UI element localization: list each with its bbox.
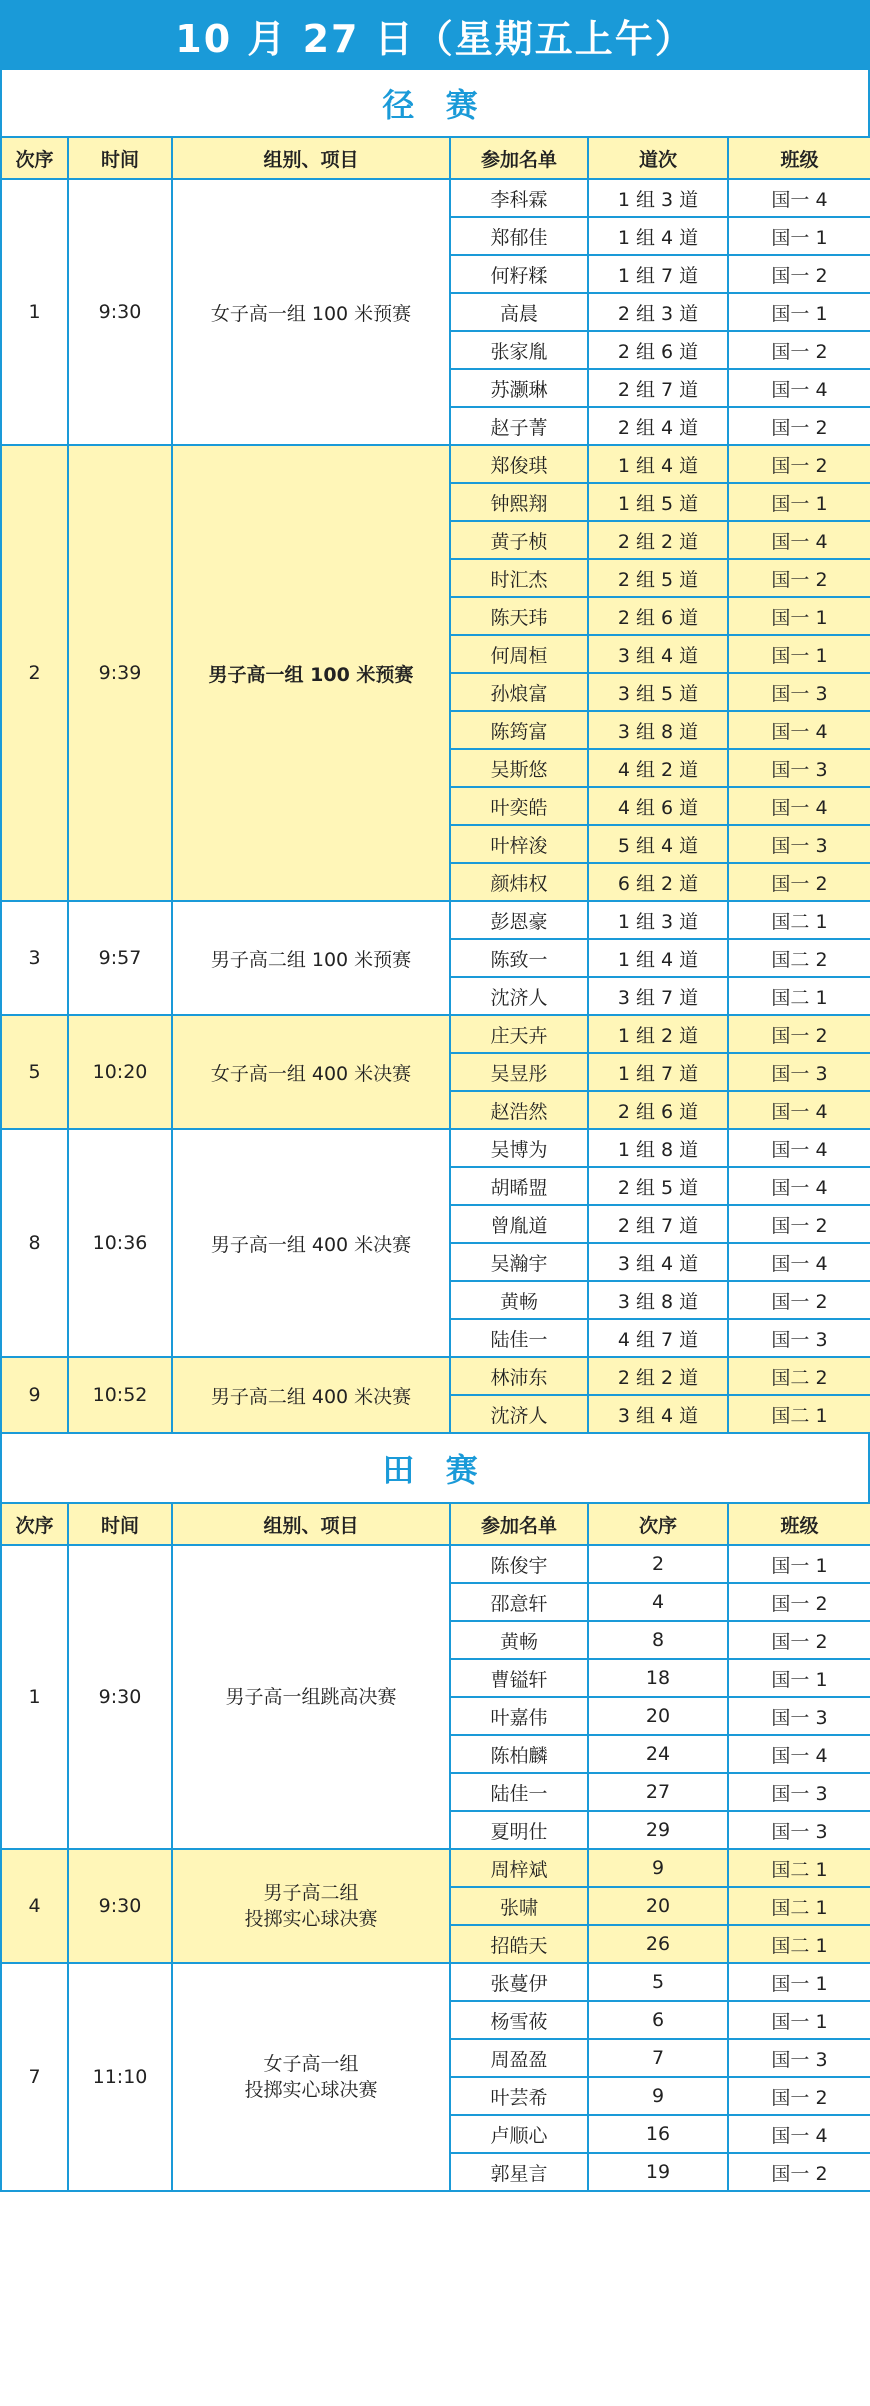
header-participants: 参加名单 <box>450 137 588 179</box>
class-name: 国一 1 <box>728 597 870 635</box>
class-name: 国一 2 <box>728 1015 870 1053</box>
attempt-order: 20 <box>588 1887 728 1925</box>
class-name: 国一 4 <box>728 1243 870 1281</box>
participant-name: 沈济人 <box>450 1395 588 1433</box>
class-name: 国一 2 <box>728 863 870 901</box>
attempt-order: 7 <box>588 2039 728 2077</box>
event-name: 男子高二组 100 米预赛 <box>172 901 450 1015</box>
lane-assignment: 2 组 5 道 <box>588 559 728 597</box>
class-name: 国一 1 <box>728 1545 870 1583</box>
class-name: 国一 4 <box>728 1167 870 1205</box>
participant-name: 吴昱彤 <box>450 1053 588 1091</box>
class-name: 国二 1 <box>728 977 870 1015</box>
class-name: 国二 1 <box>728 901 870 939</box>
class-name: 国二 1 <box>728 1395 870 1433</box>
class-name: 国一 1 <box>728 217 870 255</box>
participant-name: 叶梓浚 <box>450 825 588 863</box>
event-name-line: 女子高一组 <box>263 2053 359 2075</box>
participant-name: 叶嘉伟 <box>450 1697 588 1735</box>
lane-assignment: 1 组 8 道 <box>588 1129 728 1167</box>
lane-assignment: 3 组 4 道 <box>588 1243 728 1281</box>
attempt-order: 20 <box>588 1697 728 1735</box>
class-name: 国一 4 <box>728 1129 870 1167</box>
attempt-order: 6 <box>588 2001 728 2039</box>
class-name: 国一 1 <box>728 483 870 521</box>
event-order: 2 <box>1 445 68 901</box>
lane-assignment: 4 组 7 道 <box>588 1319 728 1357</box>
attempt-order: 19 <box>588 2153 728 2191</box>
event-name: 男子高一组 100 米预赛 <box>172 445 450 901</box>
lane-assignment: 2 组 7 道 <box>588 1205 728 1243</box>
class-name: 国一 3 <box>728 1811 870 1849</box>
lane-assignment: 1 组 3 道 <box>588 901 728 939</box>
event-time: 10:36 <box>68 1129 172 1357</box>
participant-name: 周梓斌 <box>450 1849 588 1887</box>
track-table-body <box>1 179 870 1433</box>
track-table <box>0 136 870 1434</box>
class-name: 国一 2 <box>728 1205 870 1243</box>
class-name: 国一 4 <box>728 369 870 407</box>
attempt-order: 9 <box>588 1849 728 1887</box>
lane-assignment: 6 组 2 道 <box>588 863 728 901</box>
participant-name: 陈天玮 <box>450 597 588 635</box>
participant-name: 庄天卉 <box>450 1015 588 1053</box>
event-name-line: 男子高一组跳高决赛 <box>225 1686 397 1708</box>
participant-name: 陈俊宇 <box>450 1545 588 1583</box>
participant-name: 卢顺心 <box>450 2115 588 2153</box>
field-header-row <box>1 1503 870 1545</box>
attempt-order: 16 <box>588 2115 728 2153</box>
class-name: 国一 3 <box>728 1319 870 1357</box>
participant-name: 赵子菁 <box>450 407 588 445</box>
class-name: 国一 1 <box>728 293 870 331</box>
class-name: 国二 1 <box>728 1925 870 1963</box>
table-row <box>1 1849 870 1887</box>
class-name: 国一 4 <box>728 711 870 749</box>
class-name: 国一 4 <box>728 2115 870 2153</box>
attempt-order: 29 <box>588 1811 728 1849</box>
class-name: 国一 3 <box>728 825 870 863</box>
table-row <box>1 1015 870 1053</box>
participant-name: 郑郁佳 <box>450 217 588 255</box>
header-lane: 道次 <box>588 137 728 179</box>
participant-name: 钟熙翔 <box>450 483 588 521</box>
class-name: 国一 1 <box>728 2001 870 2039</box>
event-name <box>172 1963 450 2191</box>
table-row <box>1 1963 870 2001</box>
lane-assignment: 3 组 8 道 <box>588 1281 728 1319</box>
lane-assignment: 1 组 4 道 <box>588 217 728 255</box>
lane-assignment: 3 组 4 道 <box>588 1395 728 1433</box>
table-row <box>1 445 870 483</box>
field-table <box>0 1502 870 2192</box>
participant-name: 邵意轩 <box>450 1583 588 1621</box>
class-name: 国一 2 <box>728 1583 870 1621</box>
event-time: 9:30 <box>68 1849 172 1963</box>
attempt-order: 8 <box>588 1621 728 1659</box>
participant-name: 夏明仕 <box>450 1811 588 1849</box>
participant-name: 周盈盈 <box>450 2039 588 2077</box>
participant-name: 张家胤 <box>450 331 588 369</box>
participant-name: 陆佳一 <box>450 1773 588 1811</box>
class-name: 国一 1 <box>728 1659 870 1697</box>
participant-name: 陈柏麟 <box>450 1735 588 1773</box>
field-table-body <box>1 1545 870 2191</box>
class-name: 国二 1 <box>728 1849 870 1887</box>
participant-name: 彭恩豪 <box>450 901 588 939</box>
class-name: 国一 1 <box>728 635 870 673</box>
lane-assignment: 1 组 5 道 <box>588 483 728 521</box>
class-name: 国一 4 <box>728 521 870 559</box>
lane-assignment: 4 组 6 道 <box>588 787 728 825</box>
lane-assignment: 3 组 8 道 <box>588 711 728 749</box>
class-name: 国一 2 <box>728 255 870 293</box>
event-order: 7 <box>1 1963 68 2191</box>
participant-name: 郑俊琪 <box>450 445 588 483</box>
lane-assignment: 1 组 7 道 <box>588 255 728 293</box>
class-name: 国一 2 <box>728 2153 870 2191</box>
participant-name: 胡晞盟 <box>450 1167 588 1205</box>
lane-assignment: 2 组 2 道 <box>588 1357 728 1395</box>
participant-name: 何周桓 <box>450 635 588 673</box>
participant-name: 苏灏琳 <box>450 369 588 407</box>
table-row <box>1 1545 870 1583</box>
class-name: 国二 2 <box>728 939 870 977</box>
header-event: 组别、项目 <box>172 1503 450 1545</box>
class-name: 国一 2 <box>728 1281 870 1319</box>
participant-name: 吴瀚宇 <box>450 1243 588 1281</box>
participant-name: 李科霖 <box>450 179 588 217</box>
event-name-line: 投掷实心球决赛 <box>244 1908 378 1930</box>
participant-name: 陈筠富 <box>450 711 588 749</box>
attempt-order: 18 <box>588 1659 728 1697</box>
event-order: 3 <box>1 901 68 1015</box>
lane-assignment: 1 组 7 道 <box>588 1053 728 1091</box>
class-name: 国一 3 <box>728 749 870 787</box>
participant-name: 张啸 <box>450 1887 588 1925</box>
event-time: 11:10 <box>68 1963 172 2191</box>
lane-assignment: 3 组 4 道 <box>588 635 728 673</box>
attempt-order: 26 <box>588 1925 728 1963</box>
class-name: 国一 2 <box>728 559 870 597</box>
lane-assignment: 2 组 5 道 <box>588 1167 728 1205</box>
participant-name: 赵浩然 <box>450 1091 588 1129</box>
participant-name: 叶芸希 <box>450 2077 588 2115</box>
lane-assignment: 1 组 3 道 <box>588 179 728 217</box>
participant-name: 陈致一 <box>450 939 588 977</box>
event-name-line: 投掷实心球决赛 <box>244 2079 378 2101</box>
participant-name: 高晨 <box>450 293 588 331</box>
event-time: 9:30 <box>68 1545 172 1849</box>
class-name: 国一 3 <box>728 2039 870 2077</box>
participant-name: 郭星言 <box>450 2153 588 2191</box>
participant-name: 张蔓伊 <box>450 1963 588 2001</box>
event-name: 女子高一组 100 米预赛 <box>172 179 450 445</box>
class-name: 国一 2 <box>728 445 870 483</box>
class-name: 国一 2 <box>728 407 870 445</box>
participant-name: 黄畅 <box>450 1281 588 1319</box>
table-row <box>1 179 870 217</box>
lane-assignment: 2 组 2 道 <box>588 521 728 559</box>
event-time: 9:57 <box>68 901 172 1015</box>
class-name: 国一 4 <box>728 787 870 825</box>
participant-name: 吴博为 <box>450 1129 588 1167</box>
event-order: 1 <box>1 1545 68 1849</box>
table-row <box>1 901 870 939</box>
header-class: 班级 <box>728 137 870 179</box>
event-time: 10:20 <box>68 1015 172 1129</box>
event-order: 1 <box>1 179 68 445</box>
class-name: 国二 1 <box>728 1887 870 1925</box>
lane-assignment: 2 组 6 道 <box>588 1091 728 1129</box>
lane-assignment: 3 组 7 道 <box>588 977 728 1015</box>
event-order: 8 <box>1 1129 68 1357</box>
event-time: 9:30 <box>68 179 172 445</box>
lane-assignment: 3 组 5 道 <box>588 673 728 711</box>
attempt-order: 5 <box>588 1963 728 2001</box>
class-name: 国一 2 <box>728 331 870 369</box>
class-name: 国一 1 <box>728 1963 870 2001</box>
attempt-order: 9 <box>588 2077 728 2115</box>
class-name: 国二 2 <box>728 1357 870 1395</box>
attempt-order: 24 <box>588 1735 728 1773</box>
table-row <box>1 1357 870 1395</box>
lane-assignment: 4 组 2 道 <box>588 749 728 787</box>
header-participants: 参加名单 <box>450 1503 588 1545</box>
participant-name: 孙烺富 <box>450 673 588 711</box>
header-order: 次序 <box>1 1503 68 1545</box>
lane-assignment: 1 组 4 道 <box>588 445 728 483</box>
class-name: 国一 3 <box>728 1773 870 1811</box>
track-header-row <box>1 137 870 179</box>
participant-name: 曹镒轩 <box>450 1659 588 1697</box>
participant-name: 黄子桢 <box>450 521 588 559</box>
class-name: 国一 4 <box>728 1735 870 1773</box>
lane-assignment: 1 组 4 道 <box>588 939 728 977</box>
lane-assignment: 1 组 2 道 <box>588 1015 728 1053</box>
lane-assignment: 2 组 7 道 <box>588 369 728 407</box>
lane-assignment: 2 组 6 道 <box>588 597 728 635</box>
event-name: 男子高一组 400 米决赛 <box>172 1129 450 1357</box>
class-name: 国一 3 <box>728 1053 870 1091</box>
event-name <box>172 1545 450 1849</box>
participant-name: 黄畅 <box>450 1621 588 1659</box>
attempt-order: 27 <box>588 1773 728 1811</box>
lane-assignment: 5 组 4 道 <box>588 825 728 863</box>
header-time: 时间 <box>68 137 172 179</box>
header-order: 次序 <box>1 137 68 179</box>
event-order: 9 <box>1 1357 68 1433</box>
header-class: 班级 <box>728 1503 870 1545</box>
field-section-title: 田 赛 <box>0 1434 870 1502</box>
event-order: 5 <box>1 1015 68 1129</box>
participant-name: 时汇杰 <box>450 559 588 597</box>
event-time: 9:39 <box>68 445 172 901</box>
event-time: 10:52 <box>68 1357 172 1433</box>
event-name: 男子高二组 400 米决赛 <box>172 1357 450 1433</box>
class-name: 国一 3 <box>728 1697 870 1735</box>
participant-name: 曾胤道 <box>450 1205 588 1243</box>
event-order: 4 <box>1 1849 68 1963</box>
participant-name: 吴斯悠 <box>450 749 588 787</box>
header-time: 时间 <box>68 1503 172 1545</box>
lane-assignment: 2 组 4 道 <box>588 407 728 445</box>
class-name: 国一 2 <box>728 2077 870 2115</box>
participant-name: 陆佳一 <box>450 1319 588 1357</box>
participant-name: 沈济人 <box>450 977 588 1015</box>
header-event: 组别、项目 <box>172 137 450 179</box>
header-attempt-order: 次序 <box>588 1503 728 1545</box>
participant-name: 杨雪莜 <box>450 2001 588 2039</box>
table-row <box>1 1129 870 1167</box>
participant-name: 叶奕皓 <box>450 787 588 825</box>
attempt-order: 4 <box>588 1583 728 1621</box>
class-name: 国一 4 <box>728 179 870 217</box>
event-name <box>172 1849 450 1963</box>
class-name: 国一 2 <box>728 1621 870 1659</box>
participant-name: 何籽糅 <box>450 255 588 293</box>
class-name: 国一 4 <box>728 1091 870 1129</box>
track-section-title: 径 赛 <box>0 70 870 136</box>
event-name: 女子高一组 400 米决赛 <box>172 1015 450 1129</box>
participant-name: 林沛东 <box>450 1357 588 1395</box>
class-name: 国一 3 <box>728 673 870 711</box>
event-name-line: 男子高二组 <box>263 1882 359 1904</box>
participant-name: 招皓天 <box>450 1925 588 1963</box>
lane-assignment: 2 组 3 道 <box>588 293 728 331</box>
lane-assignment: 2 组 6 道 <box>588 331 728 369</box>
attempt-order: 2 <box>588 1545 728 1583</box>
date-banner: 10 月 27 日（星期五上午） <box>0 0 870 70</box>
participant-name: 颜炜权 <box>450 863 588 901</box>
